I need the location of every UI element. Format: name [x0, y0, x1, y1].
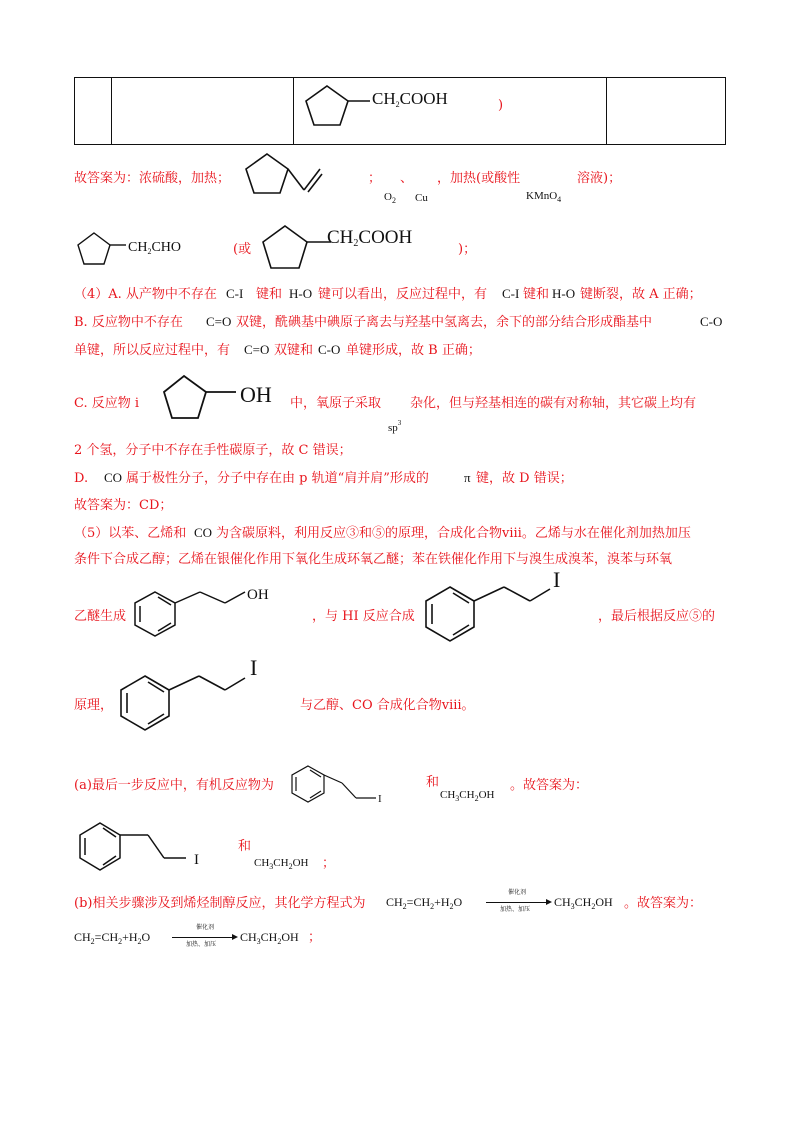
ethylene-water: $CH_2=CH_2+H_2O$: [386, 895, 463, 911]
option-b-text: 单键形成，故 B 正确；: [346, 343, 481, 358]
part5-text: 乙醚生成: [74, 609, 127, 624]
option-c-text: 中，氧原子采取: [290, 396, 382, 411]
ethylene-water: $CH_2=CH_2+H_2O$: [74, 930, 151, 946]
separator: ；: [368, 171, 382, 186]
option-a-text: （4）A. 从产物中不存在: [74, 287, 217, 302]
part-a-text: (a)最后一步反应中，有机反应物为: [74, 778, 274, 793]
o2-label: $O_2$: [384, 191, 396, 205]
iodine-label: I: [194, 852, 199, 868]
formula-ch2cooh: $CH_2COOH$: [372, 89, 448, 109]
oh-label: OH: [247, 587, 269, 603]
cyclopentane-structure: [74, 230, 134, 272]
iodoethylbenzene-structure: [115, 664, 265, 734]
arrowhead: [232, 934, 238, 940]
option-a-text: 键和: [256, 287, 283, 302]
option-d-text: 属于极性分子，分子中存在由 p 轨道“肩并肩”形成的: [126, 471, 429, 486]
formula-ch2cooh-big: $CH_2COOH$: [327, 227, 413, 249]
cyclopentane-structure: [300, 82, 370, 132]
option-b-text: 双键和: [274, 343, 314, 358]
ethanol-formula: $CH_3CH_2OH$: [440, 789, 495, 803]
or-label: (或: [233, 242, 252, 257]
condition-label: 加热、加压: [186, 941, 217, 948]
catalyst-label: 催化剂: [196, 924, 215, 931]
part5-text: 与乙醇、CO 合成化合物ⅷ。: [300, 698, 475, 713]
ho-bond: H-O: [289, 286, 313, 301]
co-double-bond: C=O: [206, 314, 232, 329]
semicolon: ；: [322, 856, 336, 871]
iodoethylbenzene-structure: [420, 575, 570, 645]
paren: ): [498, 98, 504, 113]
vinylcyclopentane-structure: [240, 150, 330, 200]
part-b-text: 。故答案为：: [624, 896, 703, 911]
and-label: 和: [426, 775, 440, 790]
part5-text: ，与 HI 反应合成: [312, 609, 415, 624]
arrowhead: [546, 899, 552, 905]
separator: 、: [400, 171, 414, 186]
cu-label: Cu: [415, 192, 428, 204]
table-cell: [112, 78, 294, 145]
ethanol-formula: $CH_3CH_2OH$: [254, 857, 309, 871]
option-b-text: 双键，酰碘基中碘原子离去与羟基中氢离去，余下的部分结合形成酯基中: [236, 315, 653, 330]
co-single-bond: C-O: [700, 314, 723, 329]
option-b-text: B. 反应物中不存在: [74, 315, 183, 330]
condition-label: 加热、加压: [500, 906, 531, 913]
part5-text: （5）以苯、乙烯和: [74, 526, 187, 541]
option-a-text: 键可以看出，反应过程中，有: [318, 287, 488, 302]
part5-text: 条件下合成乙醇；乙烯在银催化作用下氧化生成环氧乙醚；苯在铁催化作用下与溴生成溴苯，溴苯与环氧: [74, 552, 673, 567]
iodine-label: I: [553, 567, 561, 592]
kmno4-label: KMnO$_4$: [526, 190, 562, 204]
formula-ch2cho: $CH_2CHO$: [128, 240, 182, 256]
iodine-label: I: [378, 793, 382, 805]
pi-symbol: π: [464, 470, 471, 485]
part5-text: 为含碳原料，利用反应③和⑤的原理，合成化合物ⅷ。乙烯与水在催化剂加热加压: [216, 526, 691, 541]
reaction-arrow: [486, 902, 548, 903]
option-a-text: 键断裂，故 A 正确；: [580, 287, 702, 302]
catalyst-label: 催化剂: [508, 889, 527, 896]
part-b-text: (b)相关步骤涉及到烯烃制醇反应，其化学方程式为: [74, 896, 366, 911]
option-c-text: 2 个氢，分子中不存在手性碳原子，故 C 错误；: [74, 443, 352, 458]
ho-bond: H-O: [552, 286, 576, 301]
close-paren: )；: [458, 242, 477, 257]
option-d-text: D.: [74, 471, 89, 486]
part-a-text: 。故答案为：: [510, 778, 589, 793]
sp3-label: $sp^3$: [388, 419, 402, 434]
ci-bond: C-I: [502, 286, 520, 301]
cyclopentanol-structure: [160, 372, 240, 432]
answer-text: ，加热(或酸性: [437, 171, 521, 186]
part5-text: 原理，: [74, 698, 114, 713]
co-molecule: CO: [104, 470, 123, 485]
answer-line: 故答案为：CD；: [74, 498, 173, 513]
ci-bond: C-I: [226, 286, 244, 301]
option-a-text: 键和: [523, 287, 550, 302]
reaction-arrow: [172, 937, 234, 938]
ethanol-product: $CH_3CH_2OH$: [554, 895, 613, 911]
final-semicolon: ；: [308, 930, 322, 945]
table-cell: [75, 78, 112, 145]
cyclopentane-structure: [257, 222, 337, 277]
option-b-text: 单键，所以反应过程中，有: [74, 343, 231, 358]
option-c-text: C. 反应物 i: [74, 396, 140, 411]
co-molecule: CO: [194, 525, 213, 540]
iodoethylbenzene-structure: [74, 815, 214, 875]
part5-text: ，最后根据反应⑤的: [598, 609, 716, 624]
answer-line: 故答案为：浓硫酸，加热；: [74, 171, 231, 186]
table-cell: [607, 78, 726, 145]
answer-text: 溶液)；: [577, 171, 622, 186]
and-label: 和: [238, 839, 252, 854]
option-d-text: 键，故 D 错误；: [476, 471, 573, 486]
co-double-bond: C=O: [244, 342, 270, 357]
iodine-label: I: [250, 655, 258, 680]
co-single-bond: C-O: [318, 342, 341, 357]
oh-group: OH: [240, 382, 272, 407]
option-c-text: 杂化，但与羟基相连的碳有对称轴，其它碳上均有: [410, 396, 697, 411]
ethanol-product: $CH_3CH_2OH$: [240, 930, 299, 946]
